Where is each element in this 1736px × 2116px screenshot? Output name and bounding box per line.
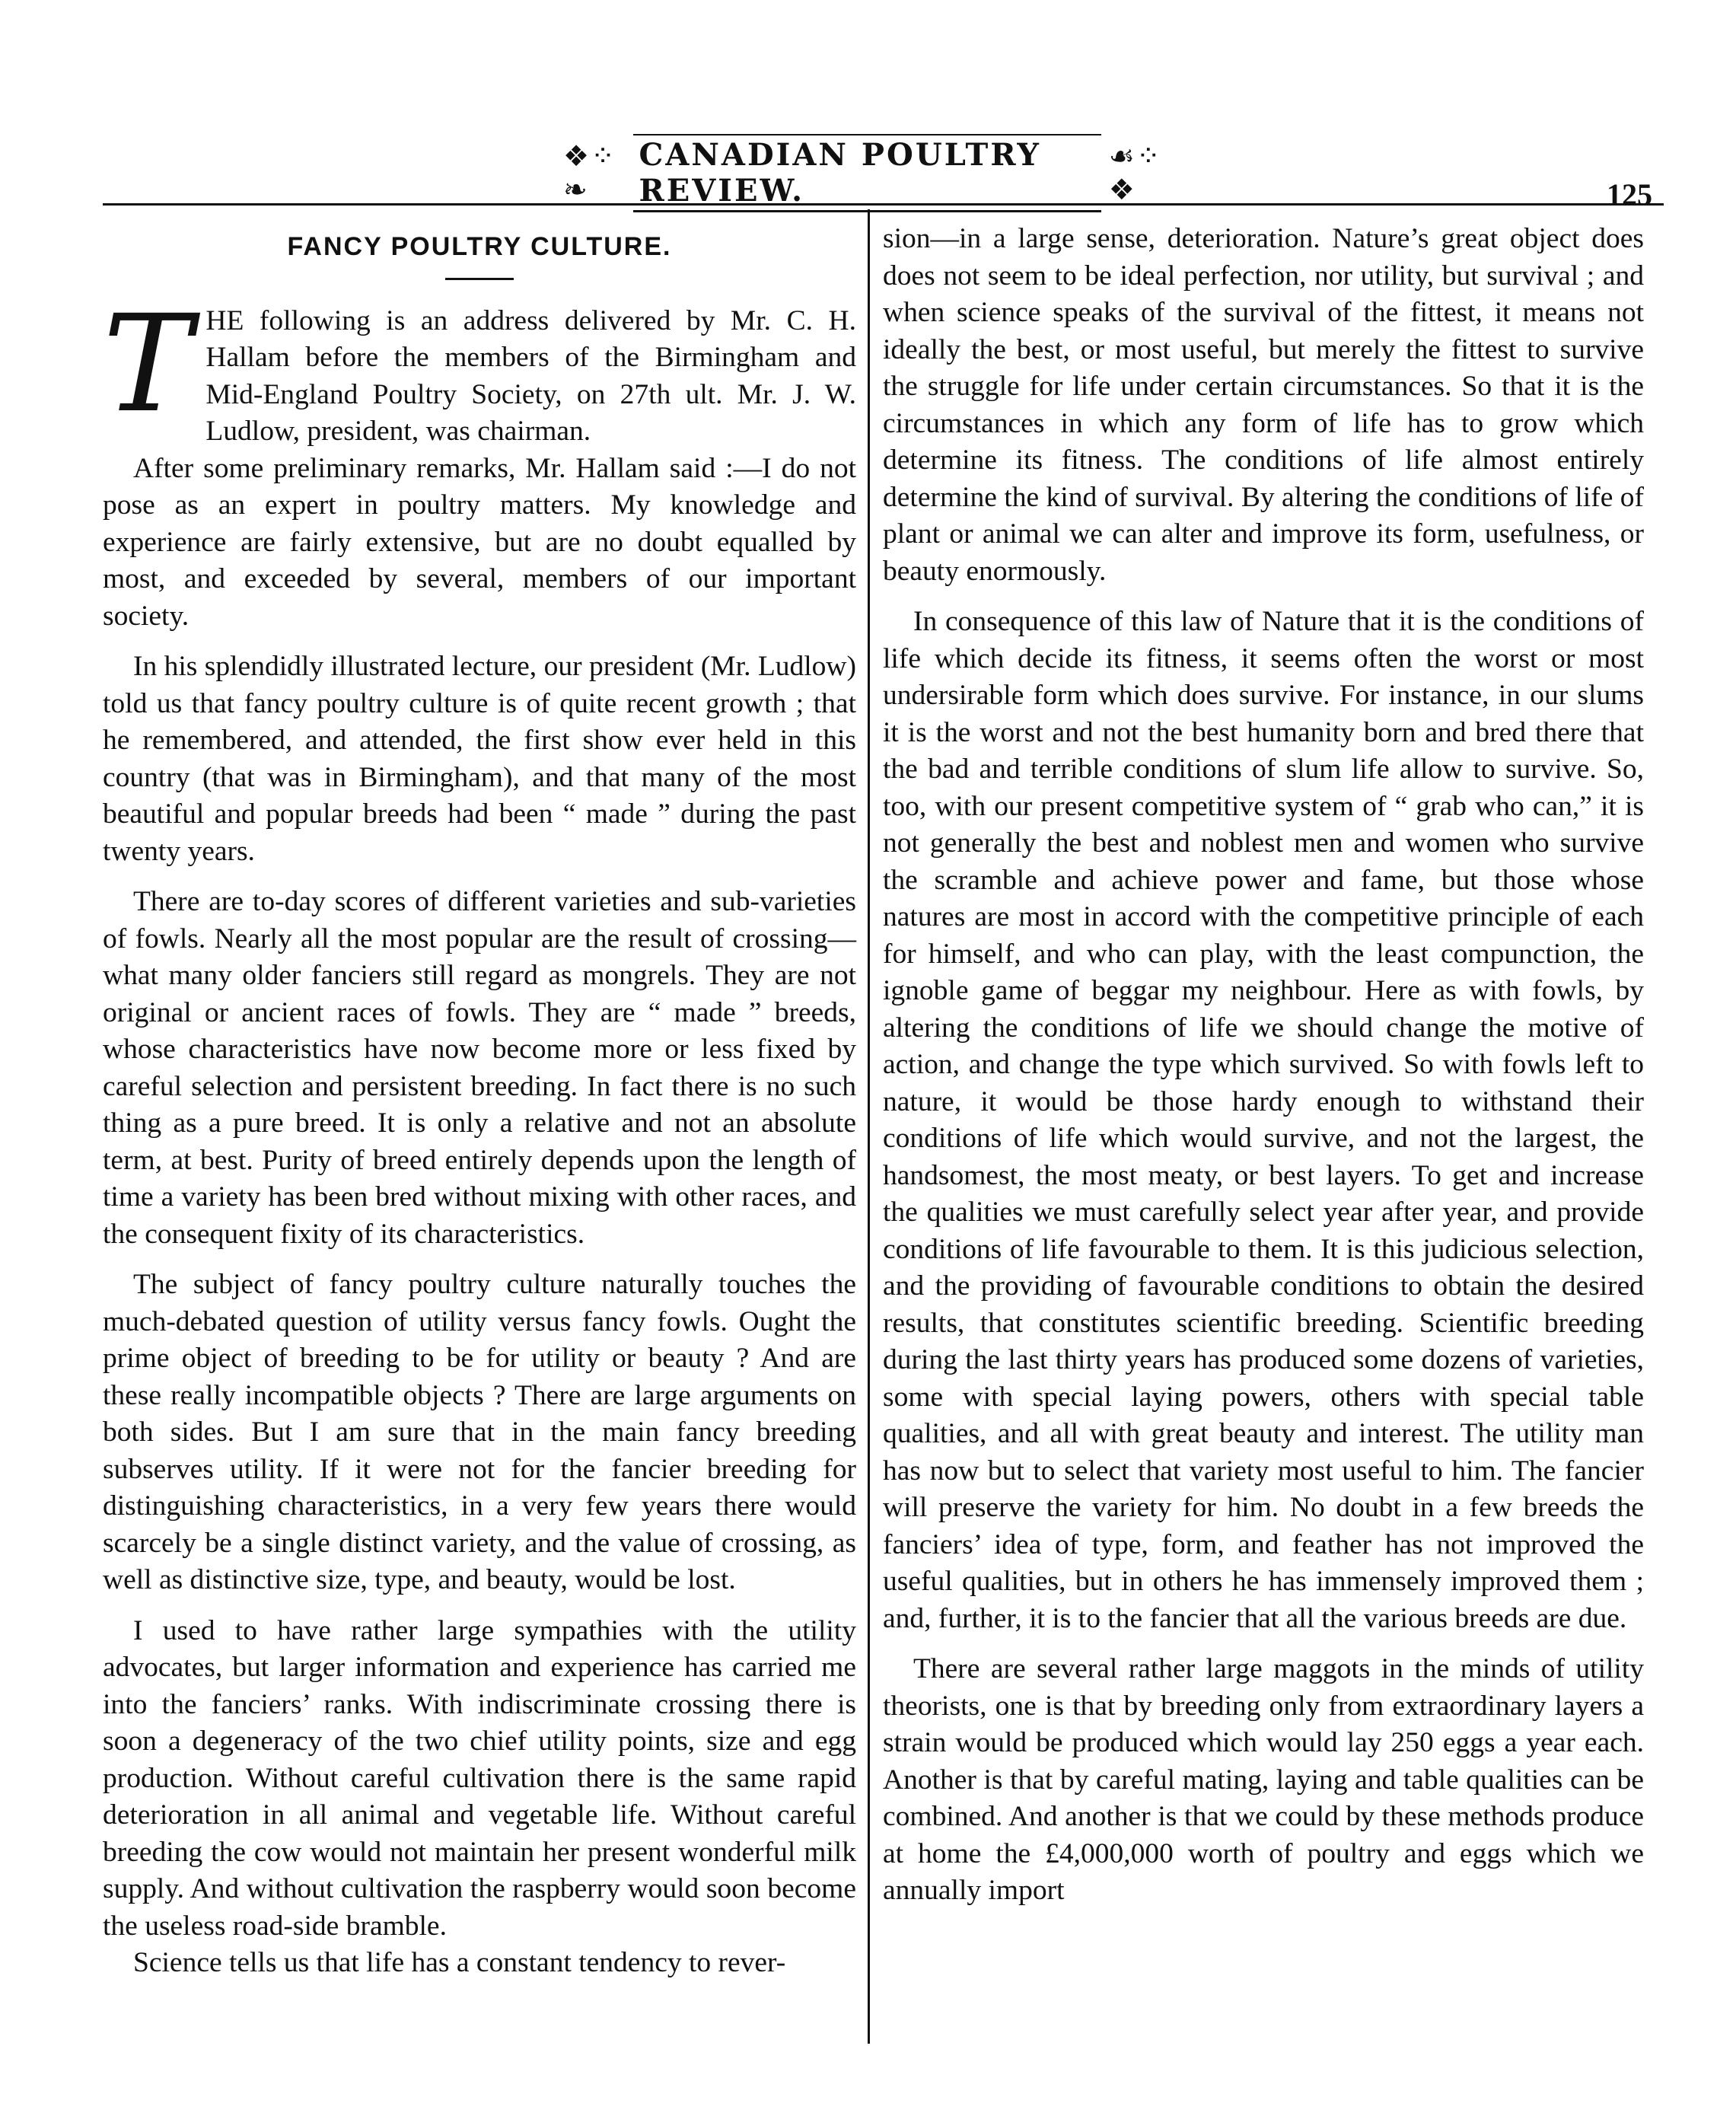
paragraph: In his splendidly illustrated lecture, our president (Mr. Ludlow) told us that fancy poultry culture is of quite recent growth ; that he remembered, and attended, the first show ever held in this country (that was in Birmingham), and that many of the most beautiful and popular breeds had been “ made ” during the past twenty years.: [103, 651, 856, 867]
masthead-title: CANADIAN POULTRY REVIEW.: [633, 134, 1101, 212]
right-column: [883, 221, 1644, 1910]
masthead: [563, 136, 1172, 209]
paragraph: sion—in a large sense, deterioration. Nature’s great object does does not seem to be ideal perfection, nor utility, but survival ; and when science speaks of the survival of the fittest, it means not ideally the best, or most useful, but merely the fittest to survive the struggle for life under certain circumstances. So that it is the circumstances in which any form of life has to grow which determine its fitness. The conditions of life almost entirely determine the kind of survival. By altering the conditions of life of plant or animal we can alter and improve its form, usefulness, or beauty enormously.: [883, 223, 1644, 587]
paragraph: The subject of fancy poultry culture naturally touches the much-debated question of utility versus fancy fowls. Ought the prime object of breeding to be for utility or beauty ? And are these really incompatible objects ? There are large arguments on both sides. But I am sure that in the main fancy breeding subserves utility. If it were not for the fancier breeding for distinguishing characteristics, in a very few years there would scarcely be a single distinct variety, and the value of crossing, as well as distinctive size, type, and beauty, would be lost.: [103, 1269, 856, 1595]
paragraph: In consequence of this law of Nature that it is the conditions of life which decide its fitness, it seems often the worst or most undersirable form which does survive. For instance, in our slums it is the worst and not the best humanity born and bred there that the bad and terrible conditions of slum life allow to survive. So, too, with our present competitive system of “ grab who can,” it is not generally the best and noblest men and women who survive the scramble and achieve power and fame, but those whose natures are most in accord with the competitive principle of each for himself, and who can play, with the least compunction, the ignoble game of beggar my neighbour. Here as with fowls, by altering the conditions of life we should change the motive of action, and change the type which survived. So with fowls left to nature, it would be those hardy enough to withstand their conditions of life which would survive, and not the largest, the handsomest, the most meaty, or best layers. To get and increase the qualities we must carefully select year after year, and provide conditions of life favourable to them. It is this judicious selection, and the providing of favourable conditions to obtain the desired results, that constitutes scientific breeding. Scientific breeding during the last thirty years has produced some dozens of varieties, some with special laying powers, others with special table qualities, and all with great beauty and interest. The utility man has now but to select that variety most useful to him. The fancier will preserve the variety for him. No doubt in a few breeds the fanciers’ idea of type, form, and feather has not improved the useful qualities, but in others he has immensely improved them ; and, further, it is to the fancier that all the various breeds are due.: [883, 606, 1644, 1634]
title-rule: [445, 278, 514, 280]
paragraph: There are to-day scores of different varieties and sub-varieties of fowls. Nearly all the most popular are the result of crossing—what many older fanciers still regard as mongrels. They are not original or ancient races of fowls. They are “ made ” breeds, whose characteristics have now become more or less fixed by careful selection and persistent breeding. In fact there is no such thing as a pure breed. It is only a relative and not an absolute term, at best. Purity of breed entirely depends upon the length of time a variety has been bred without mixing with other races, and the consequent fixity of its characteristics.: [103, 886, 856, 1250]
paragraph: After some preliminary remarks, Mr. Hallam said :—I do not pose as an expert in poultry matters. My knowledge and experience are fairly extensive, but are no doubt equalled by most, and exceeded by several, members of our important society.: [103, 452, 856, 632]
column-divider: [868, 209, 870, 2044]
paragraph: There are several rather large maggots in the minds of utility theorists, one is that by breeding only from extraordinary layers a strain would be produced which would lay 250 eggs a year each. Another is that by careful mating, laying and table qualities can be combined. And another is that we could by these methods produce at home the £4,000,000 worth of poultry and eggs which we annually import: [883, 1653, 1644, 1906]
paragraph: Science tells us that life has a constant tendency to rever-: [133, 1947, 786, 1978]
paragraph-text: HE following is an address delivered by Mr. C. H. Hallam before the members of the Birmingham and Mid-England Poultry Society, on 27th ult. Mr. J. W. Ludlow, president, was chairman.: [205, 304, 856, 447]
left-column: [103, 221, 856, 1982]
ornament-right-icon: ☙⁘❖: [1108, 139, 1162, 206]
header-rule: [103, 203, 1664, 206]
ornament-left-icon: ❖⁘❧: [563, 139, 616, 206]
paragraph: [103, 285, 856, 451]
paragraph: I used to have rather large sympathies with the utility advocates, but larger information and experience has carried me into the fanciers’ ranks. With indiscriminate crossing there is soon a degeneracy of the two chief utility points, size and egg production. Without careful cultivation there is the same rapid deterioration in all animal and vegetable life. Without careful breeding the cow would not maintain her present wonderful milk supply. And without cultivation the raspberry would soon become the useless road-side bramble.: [103, 1614, 856, 1942]
drop-cap: T: [103, 285, 193, 442]
article-title: FANCY POULTRY CULTURE.: [287, 232, 672, 261]
page-number: 125: [1607, 177, 1652, 212]
